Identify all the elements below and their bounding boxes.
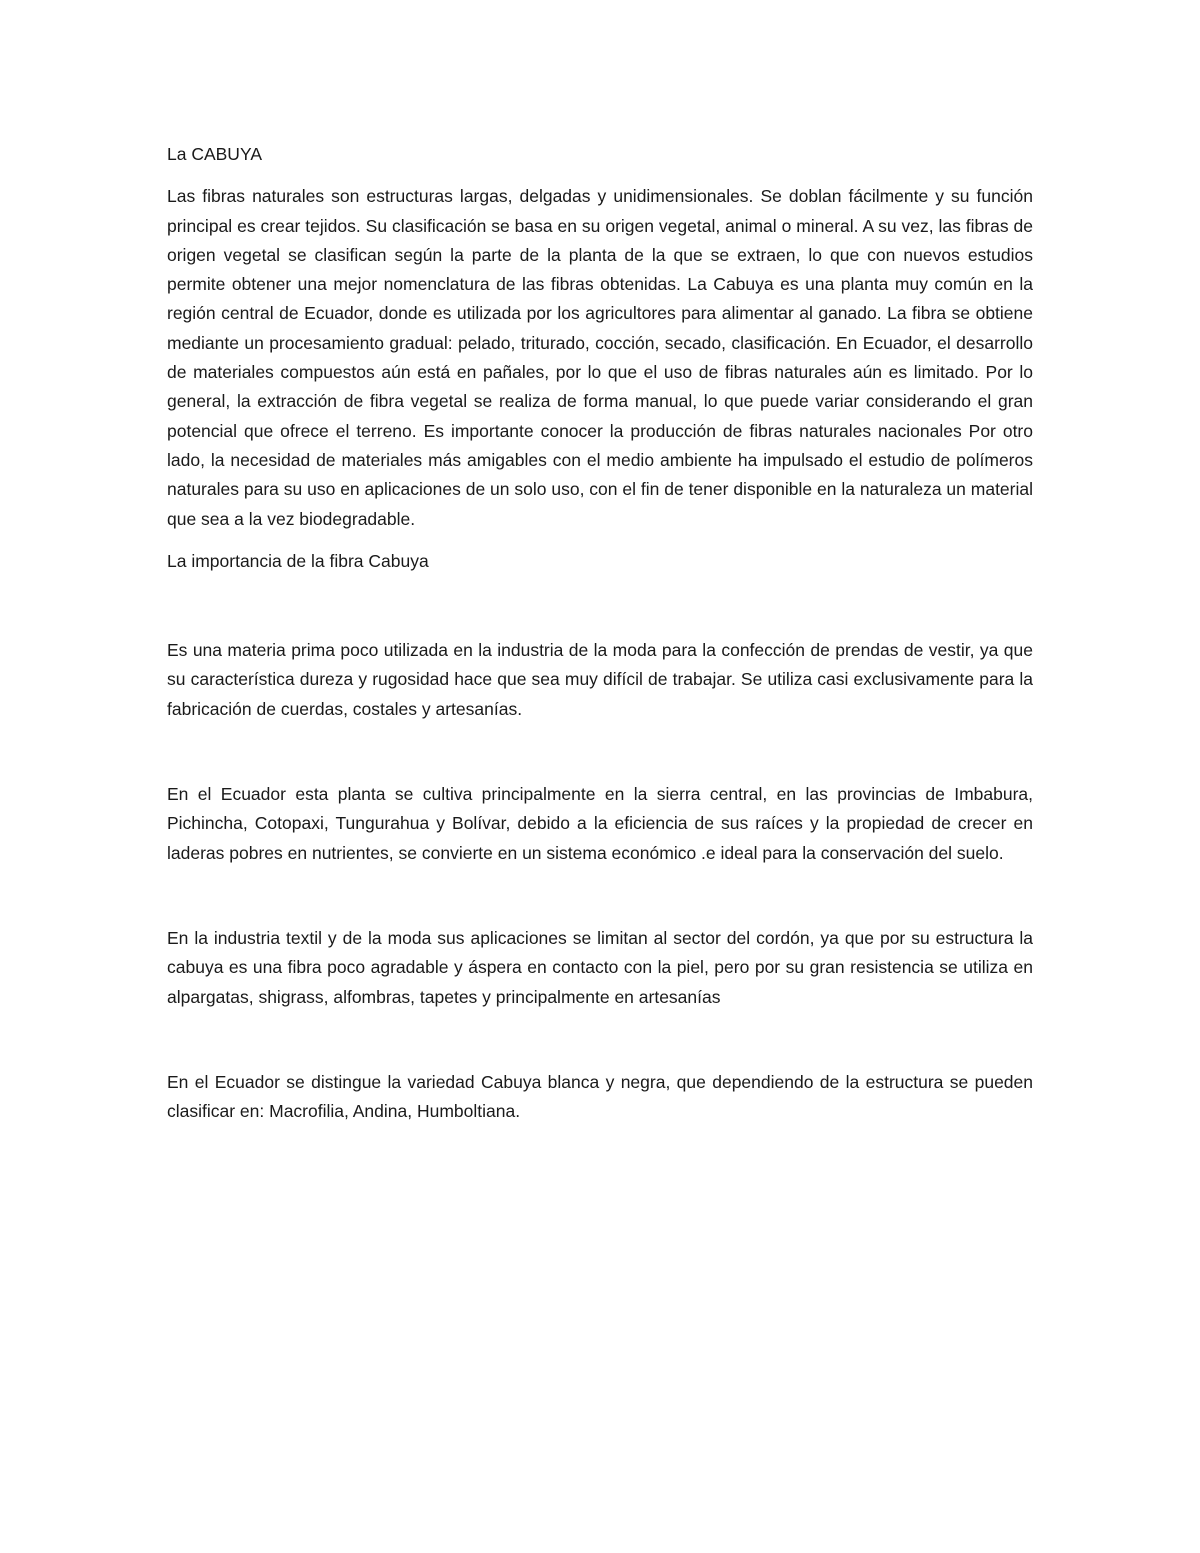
document-title: La CABUYA <box>167 144 262 164</box>
section-heading: La importancia de la fibra Cabuya <box>167 550 429 571</box>
paragraph-cultivation: En el Ecuador esta planta se cultiva principalmente en la sierra central, en las provincias de Imbabura, Pichincha, Cotopaxi, Tungurahua y Bolívar, debido a la eficiencia de sus raíces y la propiedad de crecer en laderas pobres en nutrientes, se convierte en un sistema económico .e ideal para la conservación del suelo. <box>167 784 1033 863</box>
paragraph-varieties: En el Ecuador se distingue la variedad Cabuya blanca y negra, que dependiendo de la estructura se pueden clasificar en: Macrofilia, Andina, Humboltiana. <box>167 1071 1033 1122</box>
intro-paragraph: Las fibras naturales son estructuras largas, delgadas y unidimensionales. Se doblan fácilmente y su función principal es crear tejidos. Su clasificación se basa en su origen vegetal, animal o mineral. A su vez, las fibras de origen vegetal se clasifican según la parte de la planta de la que se extraen, lo que con nuevos estudios permite obtener una mejor nomenclatura de las fibras obtenidas. La Cabuya es una planta muy común en la región central de Ecuador, donde es utilizada por los agricultores para alimentar al ganado. La fibra se obtiene mediante un procesamiento gradual: pelado, triturado, cocción, secado, clasificación. En Ecuador, el desarrollo de materiales compuestos aún está en pañales, por lo que el uso de fibras naturales aún es limitado. Por lo general, la extracción de fibra vegetal se realiza de forma manual, lo que puede variar considerando el gran potencial que ofrece el terreno. Es importante conocer la producción de fibras naturales nacionales Por otro lado, la necesidad de materiales más amigables con el medio ambiente ha impulsado el estudio de polímeros naturales para su uso en aplicaciones de un solo uso, con el fin de tener disponible en la naturaleza un material que sea a la vez biodegradable. <box>167 186 1033 529</box>
document-body <box>167 140 1033 1126</box>
paragraph-importance: Es una materia prima poco utilizada en la industria de la moda para la confección de prendas de vestir, ya que su característica dureza y rugosidad hace que sea muy difícil de trabajar. Se utiliza casi exclusivamente para la fabricación de cuerdas, costales y artesanías. <box>167 640 1033 719</box>
paragraph-textile-industry: En la industria textil y de la moda sus aplicaciones se limitan al sector del cordón, ya que por su estructura la cabuya es una fibra poco agradable y áspera en contacto con la piel, pero por su gran resistencia se utiliza en alpargatas, shigrass, alfombras, tapetes y principalmente en artesanías <box>167 927 1033 1007</box>
